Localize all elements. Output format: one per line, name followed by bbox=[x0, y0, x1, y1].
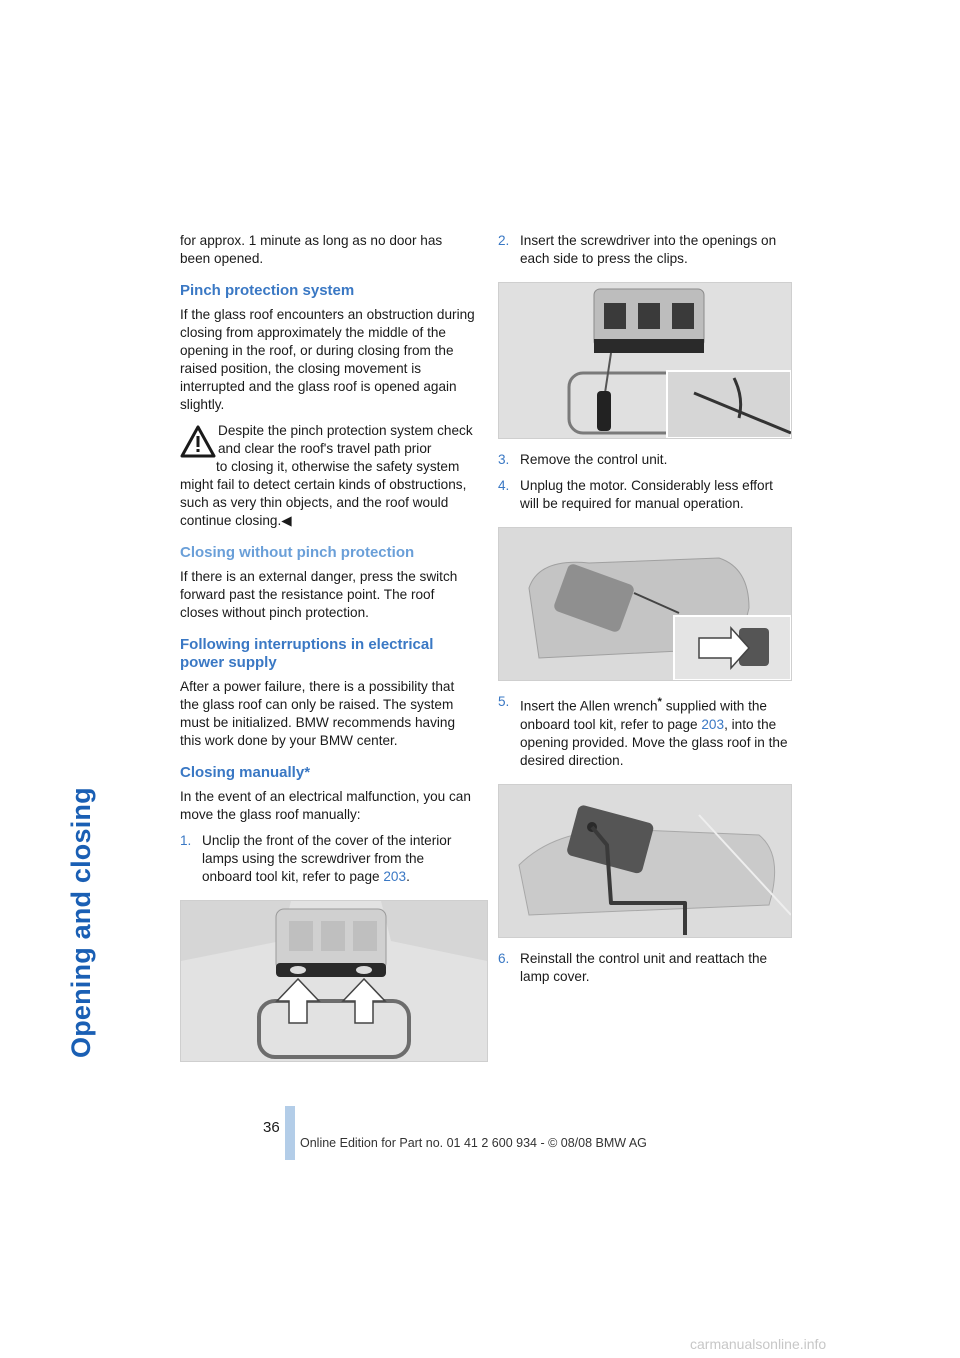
allen-wrench-illustration bbox=[499, 785, 791, 937]
step-5-number: 5. bbox=[498, 694, 510, 709]
step-1 bbox=[180, 832, 476, 886]
step-3 bbox=[498, 451, 794, 469]
photo-screwdriver bbox=[498, 282, 792, 439]
page-link-203[interactable]: 203 bbox=[383, 869, 407, 884]
step-1-text: Unclip the front of the cover of the interior lamps using the screwdriver from the onboard tool kit, refer to page bbox=[202, 833, 452, 884]
heading-pinch-protection: Pinch protection system bbox=[180, 282, 355, 299]
step-5-text-a: Insert the Allen wrench bbox=[520, 698, 658, 714]
heading-closing-manually: Closing manually* bbox=[180, 764, 311, 781]
page-link-203-step5[interactable]: 203 bbox=[701, 716, 725, 732]
step-5-text-b: supplied with the onboard tool kit, refer to page bbox=[520, 698, 767, 732]
without-pinch-text: If there is an external danger, press the switch forward past the resistance point. The roof closes without pinch protection. bbox=[180, 569, 458, 620]
step-2-number: 2. bbox=[498, 233, 510, 248]
step-6-text: Reinstall the control unit and reattach the lamp cover. bbox=[520, 950, 768, 984]
step-2 bbox=[498, 232, 794, 268]
step-4 bbox=[498, 477, 794, 513]
step-2-text: Insert the screwdriver into the openings on each side to press the clips. bbox=[520, 233, 777, 266]
footer-accent-bar bbox=[285, 1106, 295, 1160]
step-6 bbox=[498, 950, 794, 986]
watermark: carmanualsonline.info bbox=[690, 1336, 827, 1352]
intro-text: for approx. 1 minute as long as no door has been opened. bbox=[180, 233, 443, 266]
step-3-text: Remove the control unit. bbox=[520, 452, 668, 467]
warning-block bbox=[180, 422, 476, 530]
step-1-end: . bbox=[406, 869, 410, 884]
step-4-number: 4. bbox=[498, 478, 510, 493]
warning-text-b: to closing it, otherwise the safety system might fail to detect certain kinds of obstructions, such as very thin objects, and the roof would continue closing. bbox=[180, 459, 467, 528]
photo-allen-wrench bbox=[498, 784, 792, 938]
step-5-text-c: , into the opening provided. Move the glass roof in the desired direction. bbox=[520, 716, 788, 768]
optional-asterisk: * bbox=[657, 696, 662, 708]
end-mark: ◀ bbox=[281, 513, 292, 528]
photo-lamp-cover bbox=[180, 900, 488, 1062]
screwdriver-illustration bbox=[499, 283, 791, 438]
power-supply-text: After a power failure, there is a possibility that the glass roof can only be raised. The system must be initialized. BMW recommends having this work done by your BMW center. bbox=[180, 679, 456, 748]
warning-text-a: Despite the pinch protection system check and clear the roof's travel path prior bbox=[218, 423, 473, 456]
step-1-number: 1. bbox=[180, 833, 192, 848]
step-5 bbox=[498, 693, 794, 770]
pinch-text: If the glass roof encounters an obstruction during closing from approximately the middle of the opening in the roof, or during closing from the raised position, the closing movement is interrupted and the glass roof is opened again slightly. bbox=[180, 307, 475, 412]
chapter-side-title: Opening and closing bbox=[66, 787, 96, 1058]
heading-without-pinch: Closing without pinch protection bbox=[180, 544, 415, 561]
left-column bbox=[180, 232, 476, 1074]
step-6-number: 6. bbox=[498, 950, 510, 966]
footer-edition-text: Online Edition for Part no. 01 41 2 600 934 - © 08/08 BMW AG bbox=[300, 1136, 647, 1150]
step-4-text: Unplug the motor. Considerably less effort will be required for manual operation. bbox=[520, 478, 773, 511]
warning-triangle-icon bbox=[180, 424, 216, 460]
photo-motor-plug bbox=[498, 527, 792, 681]
lamp-cover-illustration bbox=[181, 901, 487, 1061]
closing-manually-text: In the event of an electrical malfunction, you can move the glass roof manually: bbox=[180, 789, 471, 822]
page-number: 36 bbox=[263, 1119, 280, 1136]
step-3-number: 3. bbox=[498, 452, 510, 467]
heading-power-supply: Following interruptions in electrical power supply bbox=[180, 636, 434, 671]
motor-plug-illustration bbox=[499, 528, 791, 680]
right-column bbox=[498, 232, 794, 994]
